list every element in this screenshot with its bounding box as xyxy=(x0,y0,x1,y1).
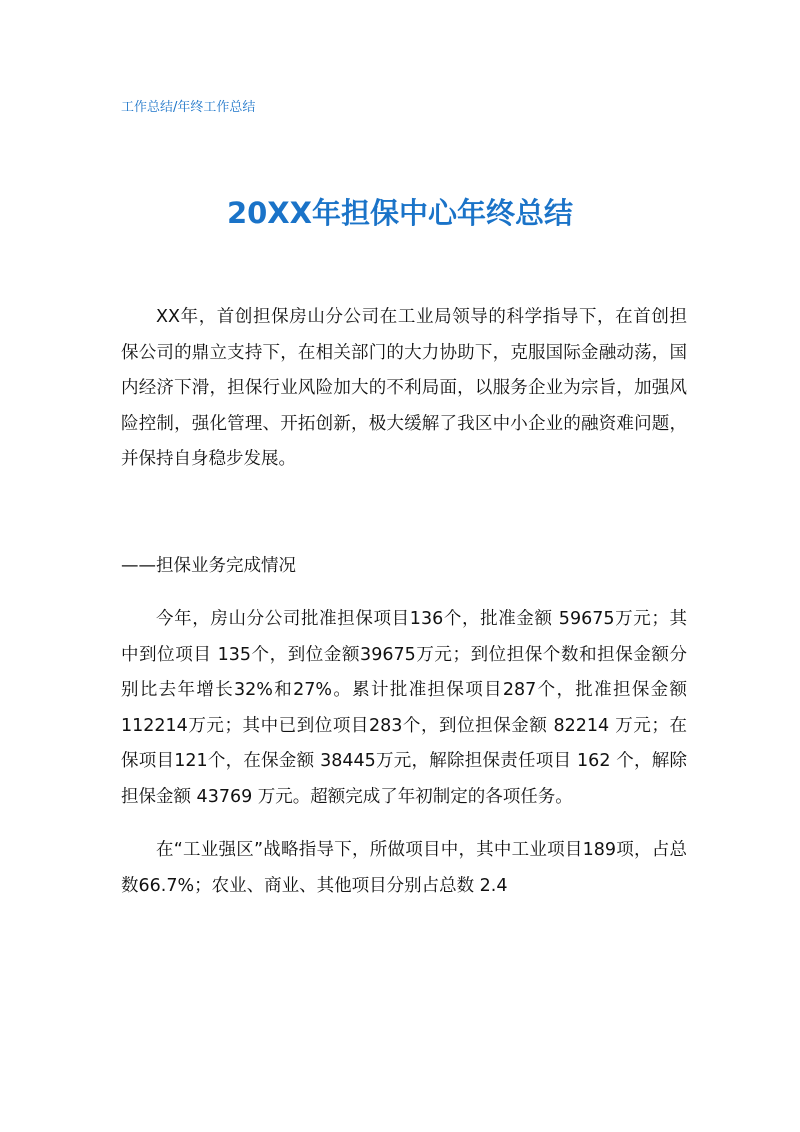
section-heading: ——担保业务完成情况 xyxy=(121,555,296,576)
paragraph-intro: XX年，首创担保房山分公司在工业局领导的科学指导下，在首创担保公司的鼎立支持下，在相关部门的大力协助下，克服国际金融动荡，国内经济下滑，担保行业风险加大的不利局面，以服务企业为宗旨，加强风险控制，强化管理、开拓创新，极大缓解了我区中小企业的融资难问题，并保持自身稳步发展。 xyxy=(121,307,687,469)
paragraph-strategy: 在“工业强区”战略指导下，所做项目中，其中工业项目189项，占总数66.7%；农业、商业、其他项目分别占总数 2.4 xyxy=(121,840,687,896)
breadcrumb: 工作总结/年终工作总结 xyxy=(121,100,256,115)
paragraph-business: 今年，房山分公司批准担保项目136个，批准金额 59675万元；其中到位项目 135个，到位金额39675万元；到位担保个数和担保金额分别比去年增长32%和27%。累计批准担保项目287个，批准担保金额112214万元；其中已到位项目283个，到位担保金额 82214 万元；在保项目121个，在保金额 38445万元，解除担保责任项目 162 个，解除担保金额 43769 万元。超额完成了年初制定的各项任务。 xyxy=(121,609,687,807)
page-title: 20XX年担保中心年终总结 xyxy=(226,196,574,230)
document-body xyxy=(121,300,687,904)
